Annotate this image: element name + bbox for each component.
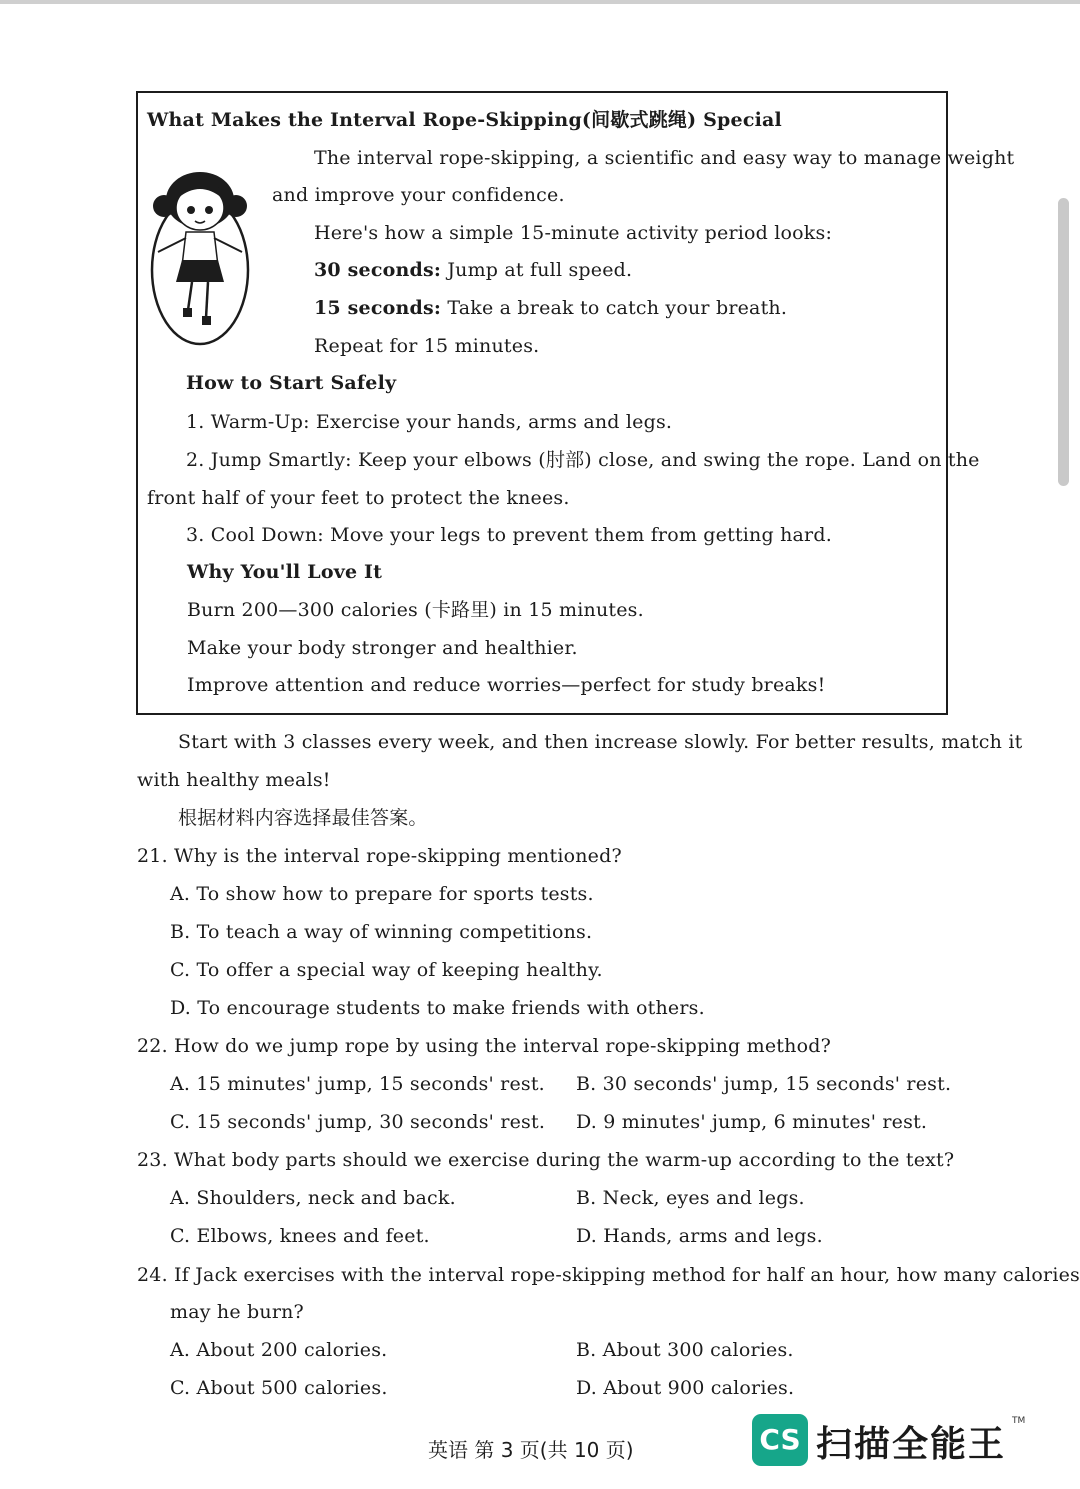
q24-option-d: D. About 900 calories. <box>576 1377 795 1399</box>
passage-title: What Makes the Interval Rope-Skipping(间歇式跳绳) Special <box>147 109 782 131</box>
q21-option-a: A. To show how to prepare for sports tests. <box>170 883 594 905</box>
q23-option-a: A. Shoulders, neck and back. <box>170 1187 456 1209</box>
q21-option-b: B. To teach a way of winning competitions. <box>170 921 593 943</box>
q24-stem-line-2: may he burn? <box>170 1301 304 1323</box>
step-2-duration: 15 seconds: <box>314 297 442 319</box>
step-1-duration: 30 seconds: <box>314 259 442 281</box>
intro-line-2: and improve your confidence. <box>272 184 565 206</box>
q22-stem: 22. How do we jump rope by using the interval rope-skipping method? <box>137 1035 831 1057</box>
trademark-mark: TM <box>1012 1416 1026 1426</box>
q24-option-c: C. About 500 calories. <box>170 1377 388 1399</box>
page-footer: 英语 第 3 页(共 10 页) <box>428 1438 634 1462</box>
step-1-text: Jump at full speed. <box>441 259 633 281</box>
q23-option-b: B. Neck, eyes and legs. <box>576 1187 805 1209</box>
tip-2-line-2: front half of your feet to protect the knees. <box>147 487 570 509</box>
tip-3: 3. Cool Down: Move your legs to prevent them from getting hard. <box>186 524 832 546</box>
love-it-heading: Why You'll Love It <box>187 561 383 583</box>
q24-stem-line-1: 24. If Jack exercises with the interval rope-skipping method for half an hour, how many calories <box>137 1264 1080 1286</box>
love-point-2: Make your body stronger and healthier. <box>187 637 578 659</box>
tip-1: 1. Warm-Up: Exercise your hands, arms and legs. <box>186 411 673 433</box>
outro-line-1: Start with 3 classes every week, and then increase slowly. For better results, match it <box>178 731 1023 753</box>
girl-jumping-rope-illustration <box>140 160 260 350</box>
q22-option-c: C. 15 seconds' jump, 30 seconds' rest. <box>170 1111 546 1133</box>
q22-option-d: D. 9 minutes' jump, 6 minutes' rest. <box>576 1111 928 1133</box>
q21-stem: 21. Why is the interval rope-skipping mentioned? <box>137 845 622 867</box>
q21-option-d: D. To encourage students to make friends with others. <box>170 997 705 1019</box>
love-point-3: Improve attention and reduce worries—perfect for study breaks! <box>187 674 826 696</box>
scrollbar[interactable] <box>1058 198 1069 486</box>
camscanner-name: 扫描全能王 <box>816 1424 1007 1465</box>
q23-option-c: C. Elbows, knees and feet. <box>170 1225 430 1247</box>
intro-line-1: The interval rope-skipping, a scientific and easy way to manage weight <box>314 147 1015 169</box>
step-2 <box>314 296 787 320</box>
repeat-line: Repeat for 15 minutes. <box>314 335 540 357</box>
q22-option-b: B. 30 seconds' jump, 15 seconds' rest. <box>576 1073 952 1095</box>
instruction: 根据材料内容选择最佳答案。 <box>178 807 428 829</box>
q21-option-c: C. To offer a special way of keeping healthy. <box>170 959 603 981</box>
q23-stem: 23. What body parts should we exercise during the warm-up according to the text? <box>137 1149 955 1171</box>
q24-option-b: B. About 300 calories. <box>576 1339 794 1361</box>
tip-2-line-1: 2. Jump Smartly: Keep your elbows (肘部) close, and swing the rope. Land on the <box>186 449 980 471</box>
outro-line-2: with healthy meals! <box>137 769 331 791</box>
camscanner-logo: CS <box>752 1414 808 1466</box>
q24-option-a: A. About 200 calories. <box>170 1339 388 1361</box>
top-edge <box>0 0 1080 4</box>
step-2-text: Take a break to catch your breath. <box>441 297 788 319</box>
period-intro: Here's how a simple 15-minute activity period looks: <box>314 222 833 244</box>
start-safely-heading: How to Start Safely <box>186 372 397 394</box>
step-1 <box>314 258 632 282</box>
q22-option-a: A. 15 minutes' jump, 15 seconds' rest. <box>170 1073 545 1095</box>
love-point-1: Burn 200—300 calories (卡路里) in 15 minutes. <box>187 599 644 621</box>
q23-option-d: D. Hands, arms and legs. <box>576 1225 823 1247</box>
